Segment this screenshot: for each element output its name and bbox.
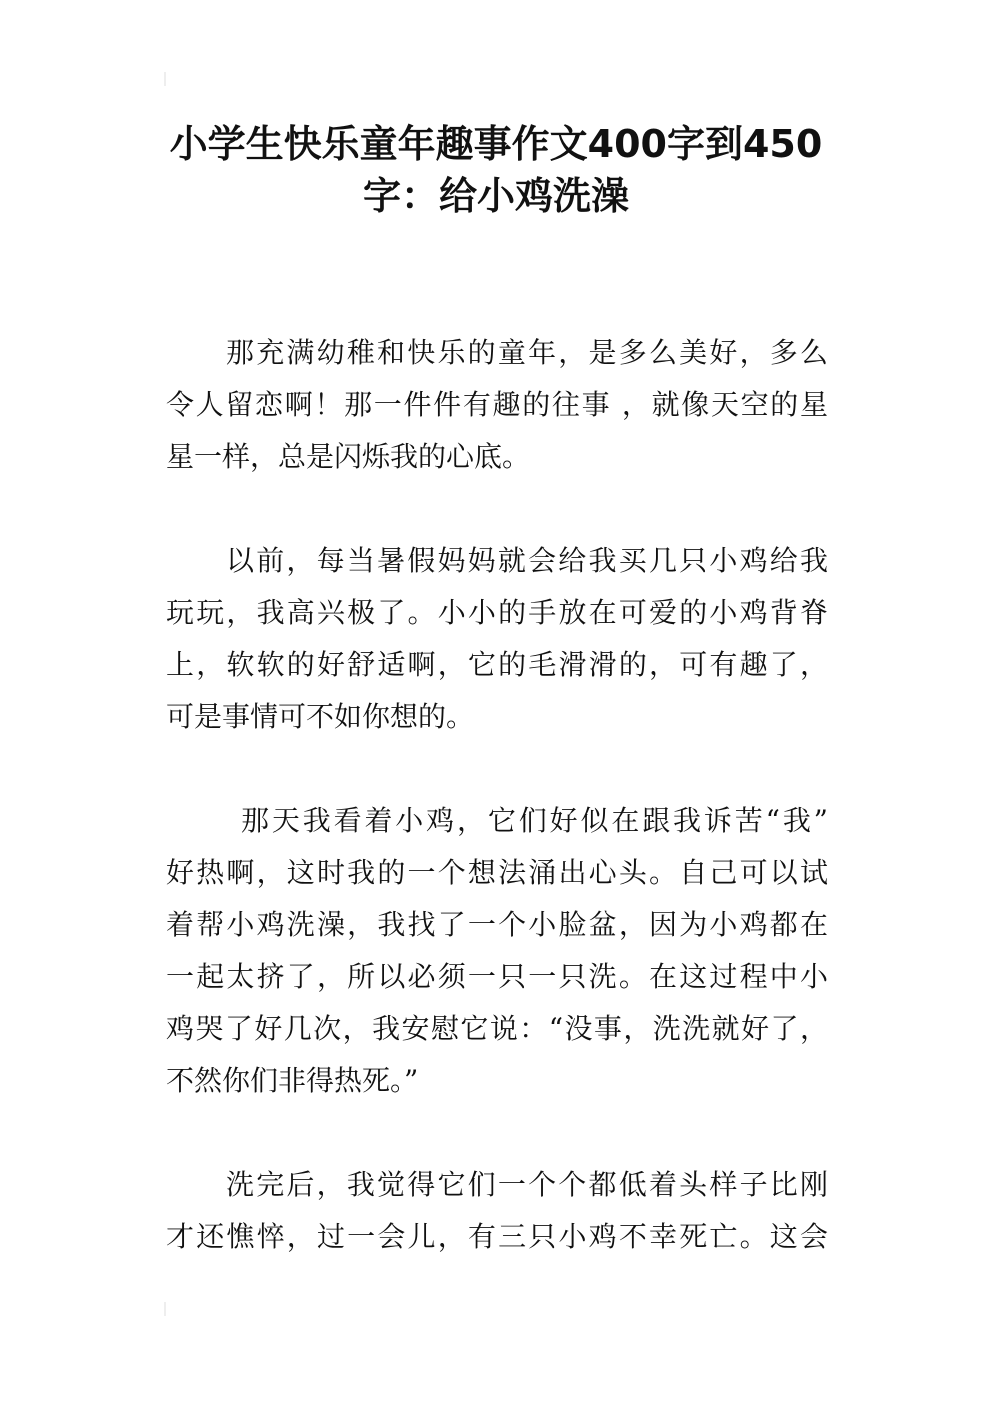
text-line: 星一样，总是闪烁我的心底。 [166,440,531,473]
text-line: 鸡哭了好几次，我安慰它说：“没事，洗洗就好了， [166,1012,828,1045]
paragraph-3 [166,795,828,1107]
page-corner-mark [164,1302,166,1316]
text-line: 才还憔悴，过一会儿，有三只小鸡不幸死亡。这会 [166,1220,828,1253]
title-line: 字：给小鸡洗澡 [362,174,629,218]
text-line: 一起太挤了，所以必须一只一只洗。在这过程中小 [166,960,828,993]
paragraph-1 [166,327,828,483]
text-line: 洗完后，我觉得它们一个个都低着头样子比刚 [226,1168,828,1201]
paragraph-2 [166,535,828,743]
paragraph-4 [166,1159,828,1263]
text-line: 可是事情可不如你想的。 [166,700,475,733]
title-line: 小学生快乐童年趣事作文400字到450 [169,122,823,166]
text-line: 着帮小鸡洗澡，我找了一个小脸盆，因为小鸡都在 [166,908,828,941]
text-line: 上，软软的好舒适啊，它的毛滑滑的，可有趣了， [166,648,828,681]
text-line: 令人留恋啊！那一件件有趣的往事 ，就像天空的星 [166,388,828,421]
text-line: 以前，每当暑假妈妈就会给我买几只小鸡给我 [226,544,828,577]
text-line: 好热啊，这时我的一个想法涌出心头。自己可以试 [166,856,828,889]
document-title [160,118,832,222]
page-corner-mark [164,72,166,86]
text-line: 不然你们非得热死。” [166,1064,419,1097]
text-line: 玩玩，我高兴极了。小小的手放在可爱的小鸡背脊 [166,596,828,629]
text-line: 那充满幼稚和快乐的童年，是多么美好，多么 [226,336,828,369]
text-line: 那天我看着小鸡，它们好似在跟我诉苦“我” [241,804,828,837]
